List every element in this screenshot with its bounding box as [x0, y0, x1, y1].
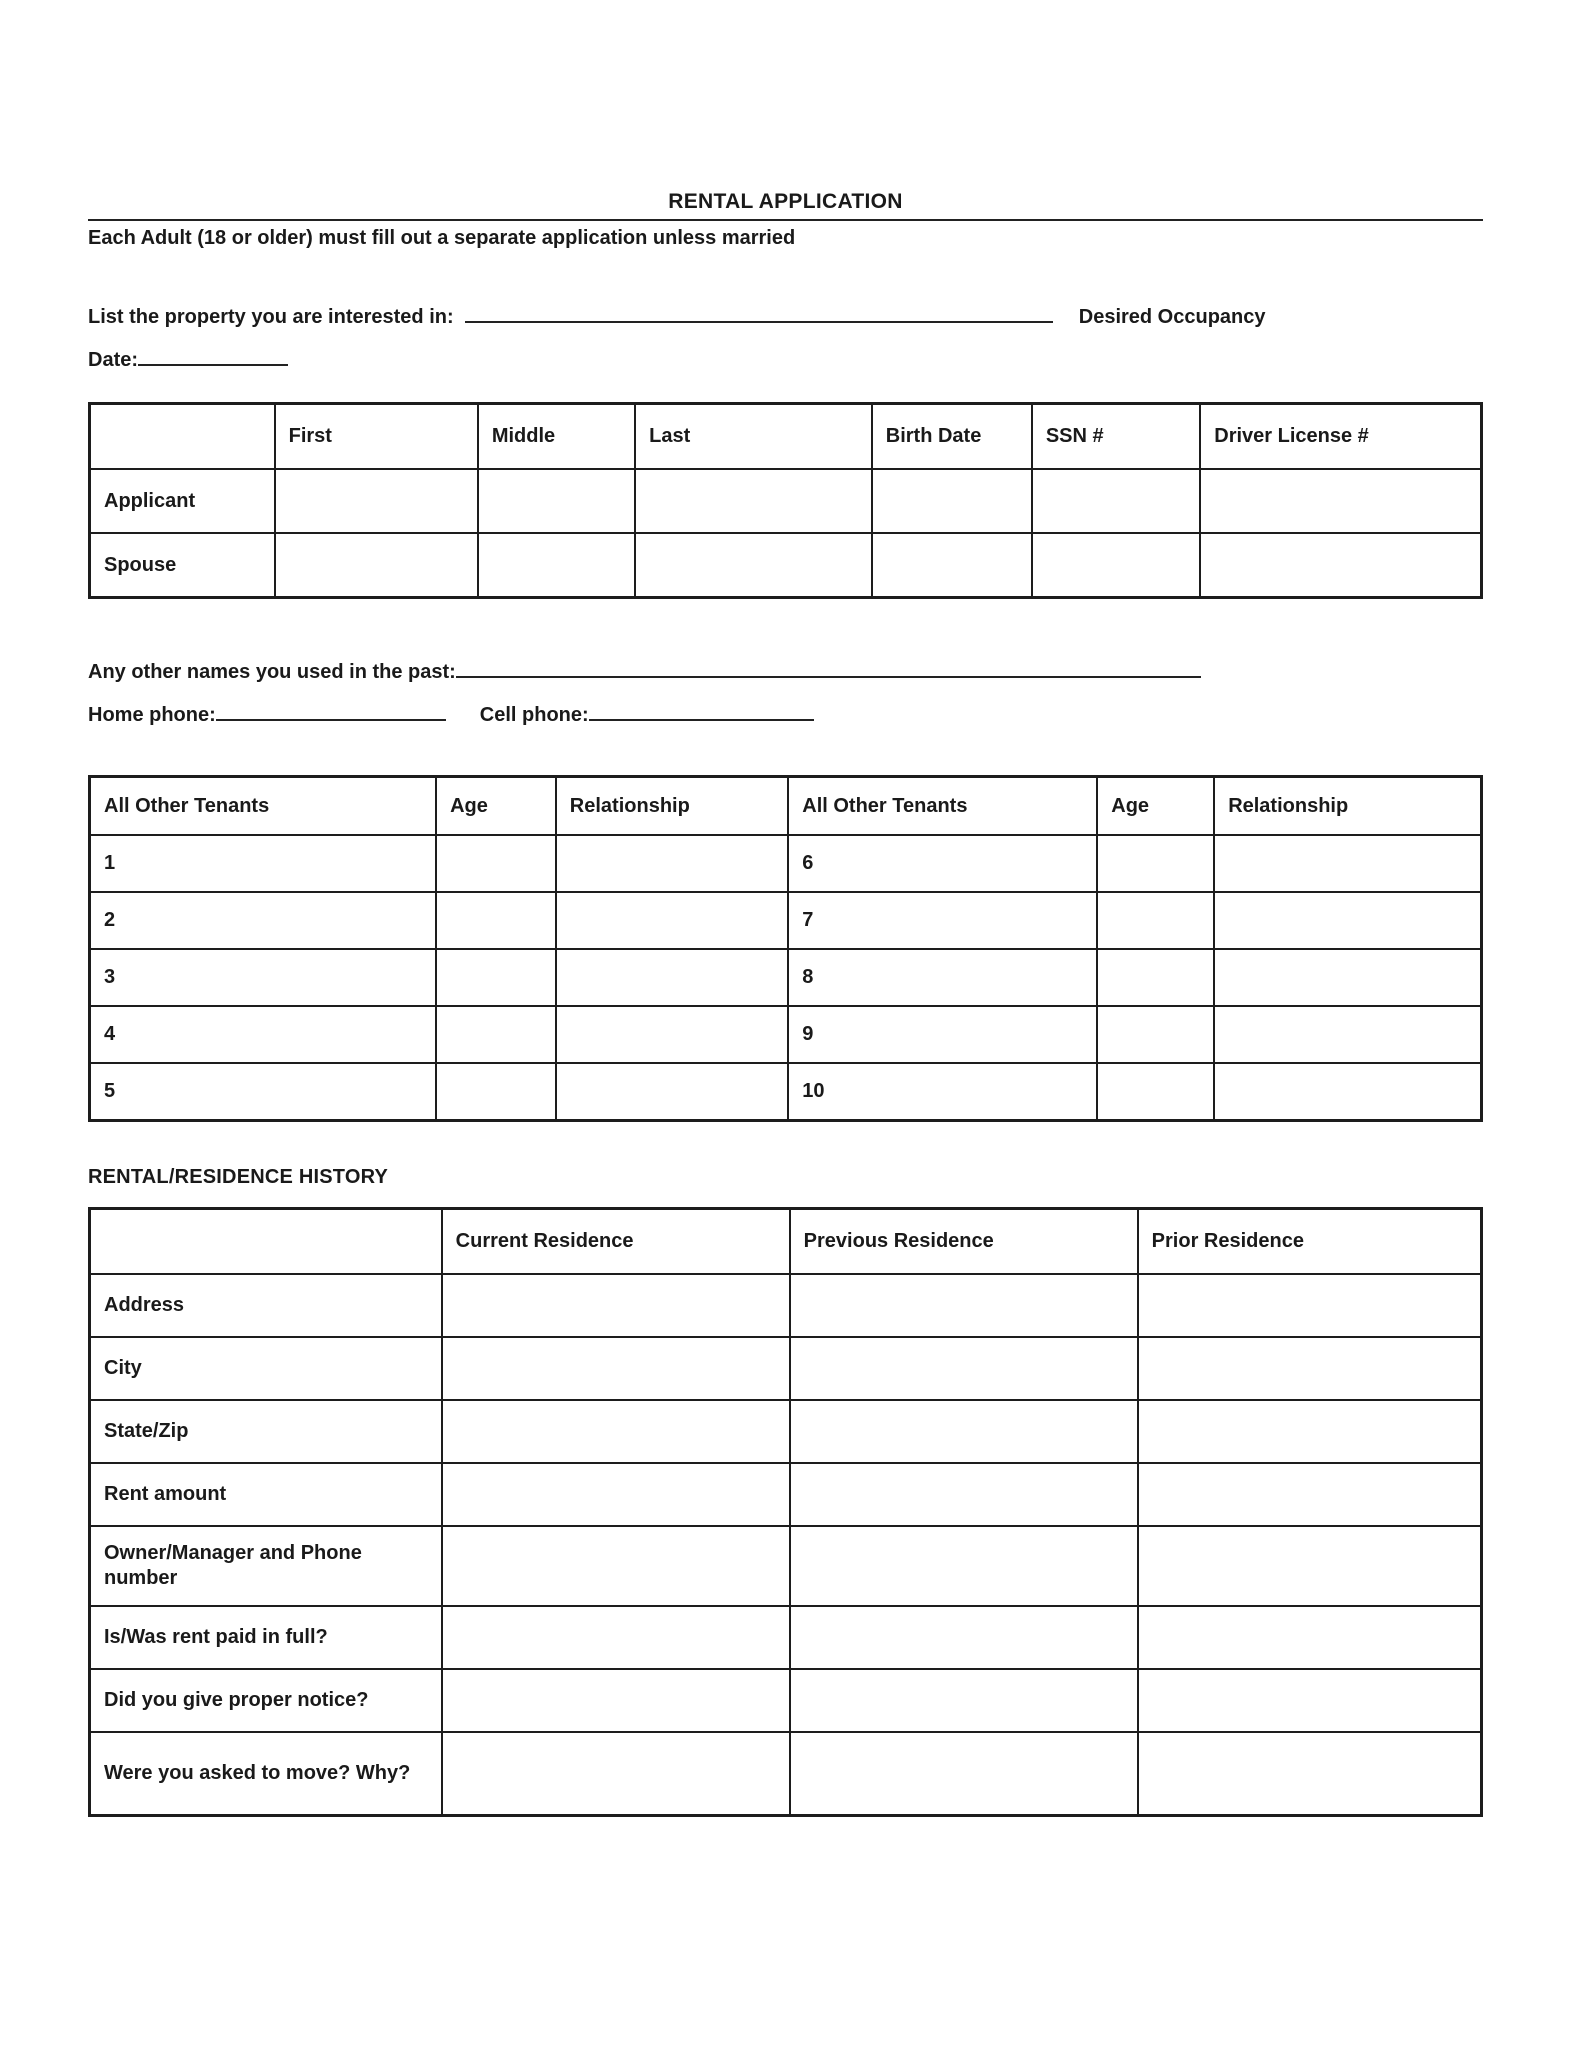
history-current-cell[interactable]	[442, 1400, 790, 1463]
tenant-relationship-cell[interactable]	[1214, 1063, 1481, 1121]
tenant-age-cell[interactable]	[1097, 892, 1214, 949]
spouse-middle-cell[interactable]	[478, 533, 635, 598]
column-header-tenants-right: All Other Tenants	[788, 777, 1097, 836]
tenant-number-label[interactable]: 10	[788, 1063, 1097, 1121]
history-row-label: Did you give proper notice?	[90, 1669, 442, 1732]
applicant-driver-license-cell[interactable]	[1200, 469, 1481, 533]
tenant-relationship-cell[interactable]	[556, 892, 788, 949]
property-interest-blank[interactable]	[465, 300, 1053, 323]
applicant-table	[88, 402, 1483, 599]
applicant-birth-date-cell[interactable]	[872, 469, 1032, 533]
history-row-asked-to-move	[90, 1732, 1482, 1816]
applicant-row	[90, 469, 1482, 533]
spouse-row	[90, 533, 1482, 598]
tenant-number-label[interactable]: 7	[788, 892, 1097, 949]
history-row-label: Address	[90, 1274, 442, 1337]
tenants-row-3-8	[90, 949, 1482, 1006]
history-prior-cell[interactable]	[1138, 1463, 1482, 1526]
occupancy-date-label: Date:	[88, 349, 139, 371]
column-header-prior-residence: Prior Residence	[1138, 1209, 1482, 1275]
tenants-row-5-10	[90, 1063, 1482, 1121]
cell-phone-label: Cell phone:	[479, 704, 589, 726]
applicant-ssn-cell[interactable]	[1032, 469, 1200, 533]
history-previous-cell[interactable]	[790, 1732, 1138, 1816]
history-row-owner-manager	[90, 1526, 1482, 1606]
residence-history-heading: RENTAL/RESIDENCE HISTORY	[88, 1166, 389, 1188]
column-header-last: Last	[635, 404, 872, 470]
tenant-number-label[interactable]: 8	[788, 949, 1097, 1006]
column-header-current-residence: Current Residence	[442, 1209, 790, 1275]
column-header-driver-license: Driver License #	[1200, 404, 1481, 470]
history-current-cell[interactable]	[442, 1669, 790, 1732]
tenant-relationship-cell[interactable]	[1214, 835, 1481, 892]
tenant-number-label[interactable]: 3	[90, 949, 437, 1006]
history-current-cell[interactable]	[442, 1732, 790, 1816]
history-previous-cell[interactable]	[790, 1463, 1138, 1526]
tenant-age-cell[interactable]	[1097, 835, 1214, 892]
tenant-number-label[interactable]: 2	[90, 892, 437, 949]
history-current-cell[interactable]	[442, 1274, 790, 1337]
history-prior-cell[interactable]	[1138, 1274, 1482, 1337]
tenant-age-cell[interactable]	[436, 835, 556, 892]
tenants-row-4-9	[90, 1006, 1482, 1063]
tenant-relationship-cell[interactable]	[1214, 892, 1481, 949]
column-header-birth-date: Birth Date	[872, 404, 1032, 470]
history-row-label: Is/Was rent paid in full?	[90, 1606, 442, 1669]
applicant-header-corner	[90, 404, 275, 470]
tenant-age-cell[interactable]	[1097, 1063, 1214, 1121]
property-interest-row	[88, 300, 1483, 329]
tenant-number-label[interactable]: 5	[90, 1063, 437, 1121]
tenant-number-label[interactable]: 9	[788, 1006, 1097, 1063]
tenant-age-cell[interactable]	[436, 892, 556, 949]
history-header-row	[90, 1209, 1482, 1275]
history-row-rent-amount	[90, 1463, 1482, 1526]
property-interest-label: List the property you are interested in:	[88, 306, 454, 328]
spouse-last-cell[interactable]	[635, 533, 872, 598]
history-header-corner	[90, 1209, 442, 1275]
home-phone-blank[interactable]	[216, 698, 446, 721]
home-phone-label: Home phone:	[88, 704, 216, 726]
past-names-row	[88, 655, 1483, 684]
history-current-cell[interactable]	[442, 1606, 790, 1669]
tenants-header-row	[90, 777, 1482, 836]
cell-phone-blank[interactable]	[589, 698, 814, 721]
history-row-label: City	[90, 1337, 442, 1400]
spouse-birth-date-cell[interactable]	[872, 533, 1032, 598]
history-current-cell[interactable]	[442, 1526, 790, 1606]
form-subtitle: Each Adult (18 or older) must fill out a separate application unless married	[88, 227, 796, 249]
history-row-label: State/Zip	[90, 1400, 442, 1463]
tenants-row-1-6	[90, 835, 1482, 892]
spouse-first-cell[interactable]	[275, 533, 478, 598]
tenant-relationship-cell[interactable]	[556, 949, 788, 1006]
history-previous-cell[interactable]	[790, 1669, 1138, 1732]
history-row-label: Rent amount	[90, 1463, 442, 1526]
occupancy-date-row	[88, 343, 1483, 372]
history-row-address	[90, 1274, 1482, 1337]
history-current-cell[interactable]	[442, 1337, 790, 1400]
history-previous-cell[interactable]	[790, 1400, 1138, 1463]
tenant-number-label[interactable]: 6	[788, 835, 1097, 892]
past-names-label: Any other names you used in the past:	[88, 661, 456, 683]
tenant-age-cell[interactable]	[436, 1063, 556, 1121]
column-header-relationship-left: Relationship	[556, 777, 788, 836]
tenant-number-label[interactable]: 1	[90, 835, 437, 892]
history-row-label: Were you asked to move? Why?	[90, 1732, 442, 1816]
tenant-relationship-cell[interactable]	[1214, 949, 1481, 1006]
form-title: RENTAL APPLICATION	[88, 190, 1483, 221]
tenant-relationship-cell[interactable]	[1214, 1006, 1481, 1063]
history-previous-cell[interactable]	[790, 1274, 1138, 1337]
tenant-age-cell[interactable]	[1097, 949, 1214, 1006]
history-row-state-zip	[90, 1400, 1482, 1463]
tenant-relationship-cell[interactable]	[556, 1063, 788, 1121]
tenants-row-2-7	[90, 892, 1482, 949]
tenant-number-label[interactable]: 4	[90, 1006, 437, 1063]
spouse-row-label: Spouse	[90, 533, 275, 598]
applicant-first-cell[interactable]	[275, 469, 478, 533]
residence-history-table	[88, 1207, 1483, 1817]
other-tenants-table	[88, 775, 1483, 1122]
applicant-row-label: Applicant	[90, 469, 275, 533]
history-previous-cell[interactable]	[790, 1337, 1138, 1400]
column-header-ssn: SSN #	[1032, 404, 1200, 470]
column-header-relationship-right: Relationship	[1214, 777, 1481, 836]
occupancy-date-blank[interactable]	[138, 343, 288, 366]
column-header-first: First	[275, 404, 478, 470]
phones-row	[88, 698, 1483, 727]
history-row-city	[90, 1337, 1482, 1400]
tenant-relationship-cell[interactable]	[556, 1006, 788, 1063]
history-prior-cell[interactable]	[1138, 1526, 1482, 1606]
column-header-previous-residence: Previous Residence	[790, 1209, 1138, 1275]
history-prior-cell[interactable]	[1138, 1606, 1482, 1669]
history-previous-cell[interactable]	[790, 1526, 1138, 1606]
spouse-ssn-cell[interactable]	[1032, 533, 1200, 598]
history-prior-cell[interactable]	[1138, 1400, 1482, 1463]
history-current-cell[interactable]	[442, 1463, 790, 1526]
spouse-driver-license-cell[interactable]	[1200, 533, 1481, 598]
column-header-tenants-left: All Other Tenants	[90, 777, 437, 836]
column-header-age-right: Age	[1097, 777, 1214, 836]
column-header-age-left: Age	[436, 777, 556, 836]
column-header-middle: Middle	[478, 404, 635, 470]
tenant-relationship-cell[interactable]	[556, 835, 788, 892]
tenant-age-cell[interactable]	[436, 949, 556, 1006]
history-row-proper-notice	[90, 1669, 1482, 1732]
tenant-age-cell[interactable]	[436, 1006, 556, 1063]
history-prior-cell[interactable]	[1138, 1337, 1482, 1400]
applicant-middle-cell[interactable]	[478, 469, 635, 533]
tenant-age-cell[interactable]	[1097, 1006, 1214, 1063]
desired-occupancy-label: Desired Occupancy	[1078, 306, 1266, 328]
history-row-rent-paid	[90, 1606, 1482, 1669]
past-names-blank[interactable]	[456, 655, 1201, 678]
history-prior-cell[interactable]	[1138, 1732, 1482, 1816]
history-row-label: Owner/Manager and Phone number	[90, 1526, 442, 1606]
history-previous-cell[interactable]	[790, 1606, 1138, 1669]
applicant-header-row	[90, 404, 1482, 470]
applicant-last-cell[interactable]	[635, 469, 872, 533]
history-prior-cell[interactable]	[1138, 1669, 1482, 1732]
